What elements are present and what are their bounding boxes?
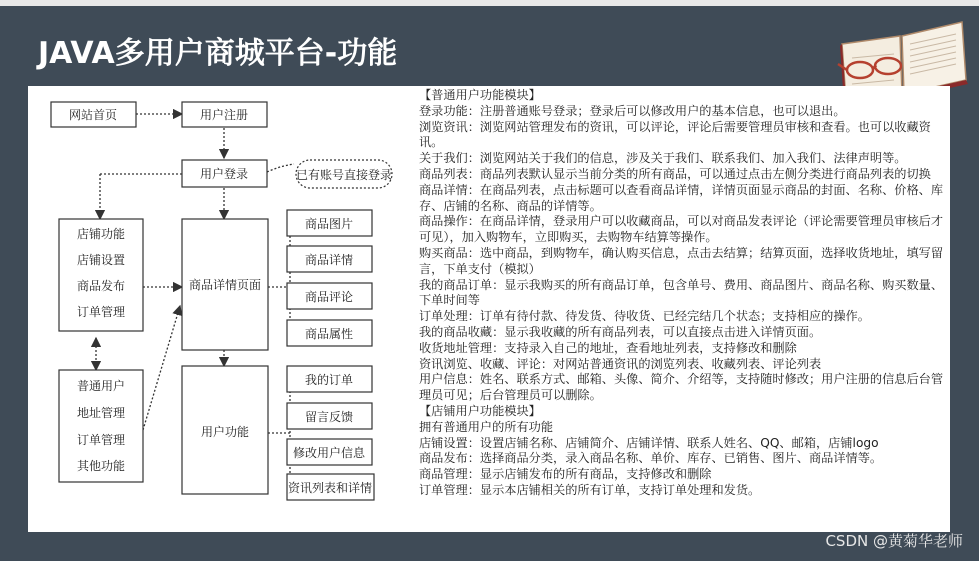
desc-line: 登录功能：注册普通账号登录；登录后可以修改用户的基本信息，也可以退出。 bbox=[419, 103, 846, 118]
desc-line: 浏览资讯：浏览网站管理发布的资讯，可以评论，评论后需要管理员审核和查看。也可以收藏资讯。 bbox=[419, 119, 931, 150]
desc-line: 订单处理：订单有待付款、待发货、待收货、已经完结几个状态；支持相应的操作。 bbox=[419, 309, 870, 324]
user-item-label: 订单管理 bbox=[76, 433, 126, 447]
desc-line: 资讯浏览、收藏、评论：对网站普通资讯的浏览列表、收藏列表、评论列表 bbox=[419, 356, 822, 371]
shop-item-label: 店铺功能 bbox=[76, 227, 126, 241]
register-label: 用户注册 bbox=[199, 108, 249, 122]
desc-line: 拥有普通用户的所有功能 bbox=[419, 419, 554, 434]
content-panel bbox=[28, 86, 950, 532]
desc-line: 订单管理：显示本店铺相关的所有订单，支持订单处理和发货。 bbox=[419, 482, 761, 497]
desc-line: 【店铺用户功能模块】 bbox=[419, 403, 541, 418]
user-function-label: 用户功能 bbox=[200, 425, 250, 439]
desc-line: 购买商品：选中商品，到购物车，确认购买信息，点击去结算；结算页面，选择收货地址，填写留言，下单支付（模拟） bbox=[419, 245, 944, 276]
home-label: 网站首页 bbox=[68, 108, 118, 122]
shop-item-label: 店铺设置 bbox=[76, 253, 126, 267]
desc-line: 商品列表：商品列表默认显示当前分类的所有商品，可以通过点击左侧分类进行商品列表的切换 bbox=[419, 166, 931, 181]
watermark: CSDN @黄菊华老师 bbox=[825, 532, 963, 550]
func-item-label: 资讯列表和详情 bbox=[287, 481, 373, 495]
desc-line: 用户信息：姓名、联系方式、邮箱、头像、简介、介绍等，支持随时修改；用户注册的信息后台管理员可见；后台管理员可以删除。 bbox=[419, 372, 944, 403]
func-item-label: 我的订单 bbox=[304, 373, 354, 387]
detail-item-label: 商品详情 bbox=[304, 253, 354, 267]
shop-item-label: 订单管理 bbox=[76, 305, 126, 319]
login-label: 用户登录 bbox=[199, 167, 249, 181]
top-edge bbox=[0, 0, 979, 6]
desc-line: 店铺设置：设置店铺名称、店铺简介、店铺详情、联系人姓名、QQ、邮箱，店铺logo bbox=[419, 435, 879, 450]
desc-line: 关于我们：浏览网站关于我们的信息，涉及关于我们、联系我们、加入我们、法律声明等。 bbox=[419, 151, 907, 166]
desc-line: 收货地址管理：支持录入自己的地址，查看地址列表，支持修改和删除 bbox=[419, 340, 797, 355]
desc-line: 我的商品订单：显示我购买的所有商品订单，包含单号、费用、商品图片、商品名称、购买数量、下单时间等 bbox=[419, 277, 944, 308]
desc-line: 商品发布：选择商品分类，录入商品名称、单价、库存、已销售、图片、商品详情等。 bbox=[419, 451, 883, 466]
detail-page-label: 商品详情页面 bbox=[188, 278, 262, 292]
desc-line: 商品操作：在商品详情，登录用户可以收藏商品，可以对商品发表评论（评论需要管理员审核后才可见），加入购物车，立即购买，去购物车结算等操作。 bbox=[419, 214, 944, 245]
shop-item-label: 商品发布 bbox=[76, 279, 126, 293]
desc-line: 我的商品收藏：显示我收藏的所有商品列表，可以直接点击进入详情页面。 bbox=[419, 324, 822, 339]
func-item-label: 修改用户信息 bbox=[292, 446, 366, 460]
slide-title: JAVA多用户商城平台-功能 bbox=[38, 36, 398, 71]
user-item-label: 其他功能 bbox=[76, 459, 126, 473]
function-description bbox=[419, 88, 945, 499]
user-item-label: 地址管理 bbox=[76, 406, 126, 420]
detail-item-label: 商品图片 bbox=[304, 217, 354, 231]
func-item-label: 留言反馈 bbox=[304, 410, 354, 424]
desc-line: 商品详情：在商品列表，点击标题可以查看商品详情，详情页面显示商品的封面、名称、价格、库存、店铺的名称、商品的详情等。 bbox=[419, 182, 944, 213]
detail-item-label: 商品属性 bbox=[304, 327, 354, 341]
login-note-label: 已有账号直接登录 bbox=[295, 168, 393, 182]
function-flow-diagram bbox=[28, 86, 418, 532]
desc-line: 【普通用户功能模块】 bbox=[419, 88, 541, 102]
user-item-label: 普通用户 bbox=[76, 379, 126, 393]
detail-item-label: 商品评论 bbox=[304, 290, 354, 304]
desc-line: 商品管理：显示店铺发布的所有商品，支持修改和删除 bbox=[419, 467, 712, 482]
